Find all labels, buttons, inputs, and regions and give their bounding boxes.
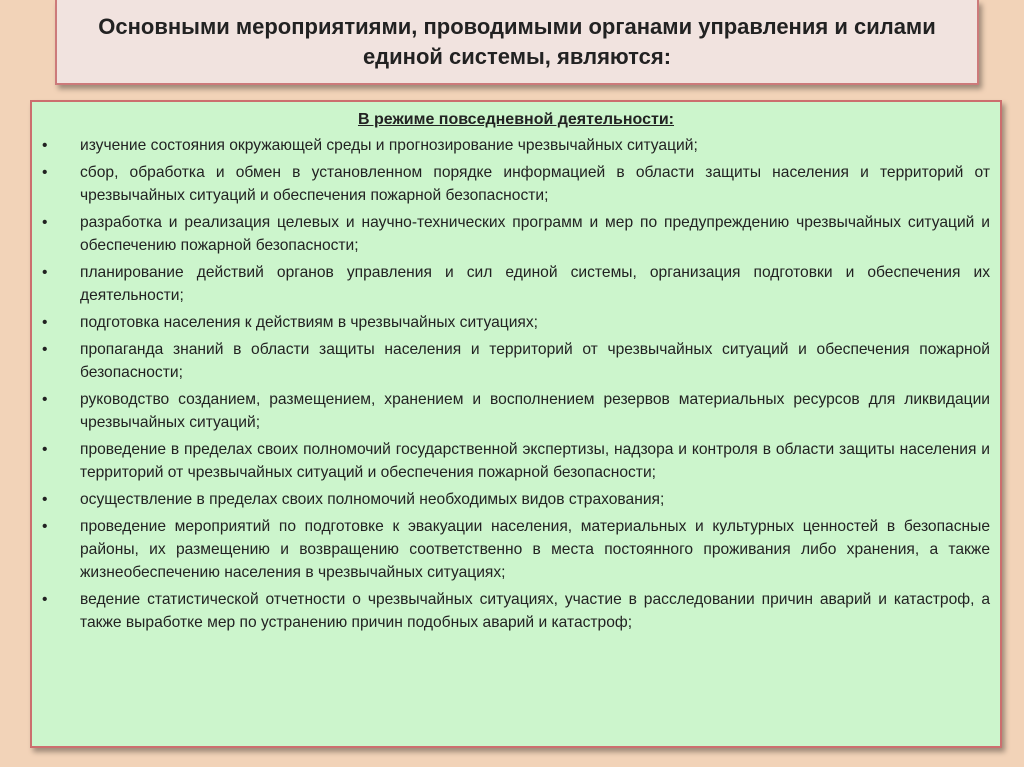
content-panel [30, 100, 1002, 748]
list-item-text: сбор, обработка и обмен в установленном порядке информацией в области защиты населения и территорий от чрезвычайных ситуаций и обеспечения пожарной безопасности; [80, 164, 990, 204]
list-item [42, 488, 990, 511]
list-item [42, 161, 990, 207]
section-heading: В режиме повседневной деятельности: [357, 111, 674, 128]
bullet-icon: • [42, 214, 48, 231]
list-item [42, 261, 990, 307]
list-item-text: проведение мероприятий по подготовке к эвакуации населения, материальных и культурных ценностей в безопасные районы, их размещению и возвращению соответственно в места постоянного проживания либо хранения, а также жизнеобеспечению населения в чрезвычайных ситуациях; [80, 518, 990, 581]
list-item-text: пропаганда знаний в области защиты населения и территорий от чрезвычайных ситуаций и обеспечения пожарной безопасности; [80, 341, 990, 381]
bullet-icon: • [42, 264, 48, 281]
bullet-icon: • [42, 518, 48, 535]
list-item [42, 311, 990, 334]
list-item-text: осуществление в пределах своих полномочий необходимых видов страхования; [80, 491, 665, 508]
bullet-icon: • [42, 491, 48, 508]
list-item [42, 211, 990, 257]
list-item-text: подготовка населения к действиям в чрезвычайных ситуациях; [80, 314, 538, 331]
list-item-text: планирование действий органов управления и сил единой системы, организация подготовки и обеспечения их деятельности; [80, 264, 990, 304]
bullet-icon: • [42, 391, 48, 408]
bullet-icon: • [42, 341, 48, 358]
bullet-icon: • [42, 164, 48, 181]
list-item-text: проведение в пределах своих полномочий государственной экспертизы, надзора и контроля в области защиты населения и территорий от чрезвычайных ситуаций и обеспечения пожарной безопасности; [80, 441, 990, 481]
list-item [42, 338, 990, 384]
list-item [42, 588, 990, 634]
title-banner [55, 0, 979, 85]
list-item-text: разработка и реализация целевых и научно-технических программ и мер по предупреждению чрезвычайных ситуаций и обеспечению пожарной безопасности; [80, 214, 990, 254]
bullet-icon: • [42, 314, 48, 331]
bullet-icon: • [42, 137, 48, 154]
bullet-icon: • [42, 591, 48, 608]
list-item-text: изучение состояния окружающей среды и прогнозирование чрезвычайных ситуаций; [80, 137, 698, 154]
list-item-text: ведение статистической отчетности о чрезвычайных ситуациях, участие в расследовании причин аварий и катастроф, а также выработке мер по устранению причин подобных аварий и катастроф; [80, 591, 990, 631]
bullet-icon: • [42, 441, 48, 458]
list-item [42, 388, 990, 434]
measures-list [42, 134, 990, 634]
slide-title: Основными мероприятиями, проводимыми органами управления и силами единой системы, являются: [98, 13, 936, 69]
list-item [42, 438, 990, 484]
list-item-text: руководство созданием, размещением, хранением и восполнением резервов материальных ресурсов для ликвидации чрезвычайных ситуаций; [80, 391, 990, 431]
list-item [42, 515, 990, 584]
list-item [42, 134, 990, 157]
